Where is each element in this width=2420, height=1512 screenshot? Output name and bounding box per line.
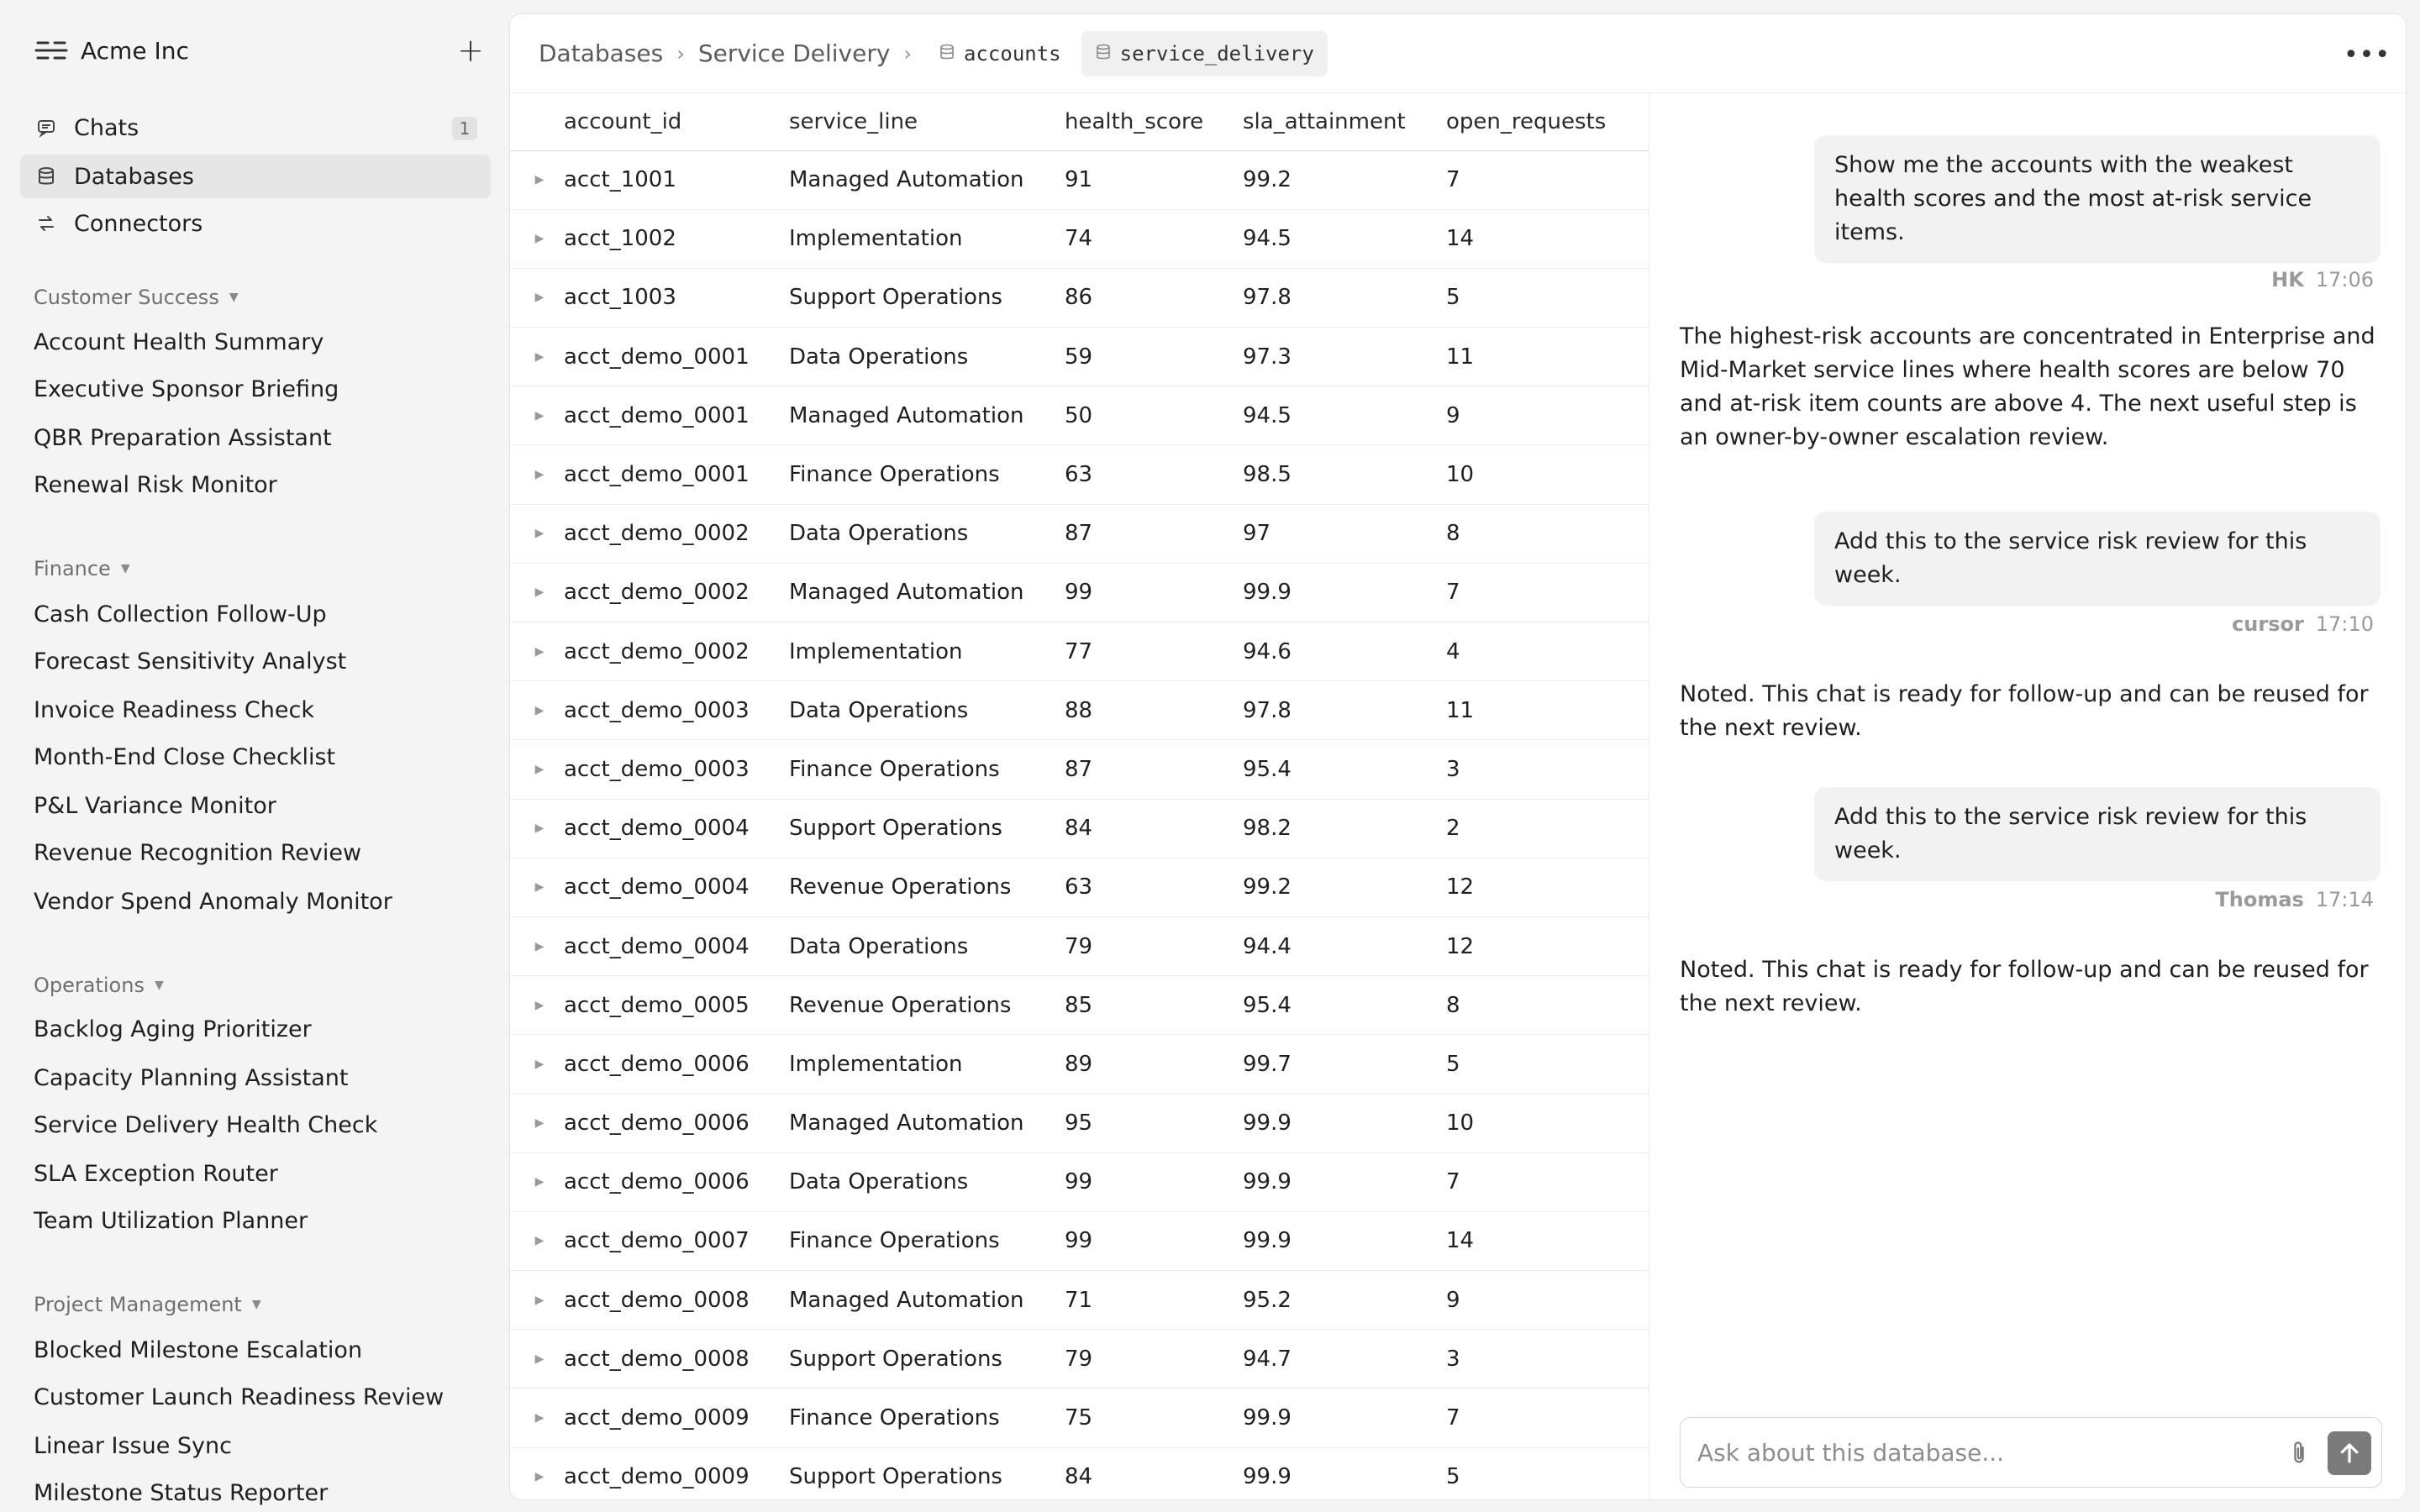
table-cell-open-requests[interactable]: 7 [1446,1389,1649,1447]
table-cell-service-line[interactable]: Implementation [789,209,1065,268]
tab-service-delivery[interactable] [1081,31,1328,76]
table-row[interactable] [510,799,1649,858]
user-message-bubble: Add this to the service risk review for this week. [1814,512,2381,606]
row-expand-toggle[interactable] [510,1271,564,1330]
table-cell-sla-attainment[interactable]: 99.9 [1243,1152,1446,1211]
table-header-row [510,93,1649,150]
table-cell-account-id[interactable]: acct_1002 [564,209,789,268]
table-cell-service-line[interactable]: Implementation [789,1035,1065,1094]
table-cell-health-score[interactable]: 88 [1065,681,1243,740]
sidebar [0,0,509,1512]
table-cell-health-score[interactable]: 95 [1065,1094,1243,1152]
sidebar-item[interactable]: Linear Issue Sync [34,1432,232,1459]
caret-right-icon: ▶ [534,349,544,364]
new-item-button[interactable]: + [457,32,484,69]
sidebar-item[interactable]: Cash Collection Follow-Up [34,601,327,627]
table-cell-sla-attainment[interactable]: 97.8 [1243,268,1446,327]
user-message-bubble: Add this to the service risk review for this week. [1814,787,2381,881]
table-cell-service-line[interactable]: Finance Operations [789,1211,1065,1270]
workspace-header [34,32,487,69]
row-expand-toggle[interactable] [510,1035,564,1094]
message-author: HK [2271,268,2304,291]
group-title: Finance [34,557,111,580]
table-cell-account-id[interactable]: acct_demo_0003 [564,740,789,799]
table-cell-account-id[interactable]: acct_demo_0003 [564,681,789,740]
table-cell-account-id[interactable]: acct_demo_0006 [564,1152,789,1211]
table-cell-sla-attainment[interactable]: 94.4 [1243,916,1446,975]
table-cell-service-line[interactable]: Finance Operations [789,1389,1065,1447]
table-cell-health-score[interactable]: 79 [1065,916,1243,975]
message-time: 17:06 [2315,268,2374,291]
assistant-message: Noted. This chat is ready for follow-up and can be reused for the next review. [1680,957,2369,1016]
table-row[interactable] [510,1094,1649,1152]
table-cell-sla-attainment[interactable]: 99.9 [1243,1211,1446,1270]
caret-right-icon: ▶ [534,939,544,953]
connector-arrows-icon [35,213,57,234]
table-cell-health-score[interactable]: 89 [1065,1035,1243,1094]
row-expand-toggle[interactable] [510,1211,564,1270]
sidebar-item[interactable]: Vendor Spend Anomaly Monitor [34,888,392,915]
paperclip-icon[interactable] [2282,1436,2316,1470]
table-cell-service-line[interactable]: Support Operations [789,799,1065,858]
caret-right-icon: ▶ [534,998,544,1012]
header-expand [510,93,564,150]
sidebar-item[interactable]: Service Delivery Health Check [34,1111,378,1138]
table-cell-service-line[interactable]: Data Operations [789,1152,1065,1211]
table-row[interactable] [510,740,1649,799]
table-cell-account-id[interactable]: acct_1001 [564,150,789,209]
table-cell-open-requests[interactable]: 9 [1446,386,1649,445]
breadcrumb-databases[interactable]: Databases [539,39,664,67]
caret-right-icon: ▶ [534,644,544,659]
table-cell-health-score[interactable]: 99 [1065,1152,1243,1211]
table-cell-account-id[interactable]: acct_demo_0001 [564,328,789,386]
table-cell-health-score[interactable]: 59 [1065,328,1243,386]
table-cell-service-line[interactable]: Revenue Operations [789,858,1065,916]
message-meta [2215,888,2374,911]
table-cell-account-id[interactable]: acct_demo_0009 [564,1389,789,1447]
message-time: 17:14 [2315,888,2374,911]
breadcrumb [510,14,2406,93]
caret-down-icon: ▼ [251,1298,261,1311]
group-header-project-management[interactable] [34,1292,261,1317]
table-cell-service-line[interactable]: Data Operations [789,504,1065,563]
table-cell-account-id[interactable]: acct_demo_0002 [564,504,789,563]
chat-panel [1649,93,2407,1500]
caret-right-icon: ▶ [534,1116,544,1131]
table-cell-service-line[interactable]: Support Operations [789,1330,1065,1389]
sidebar-item[interactable]: QBR Preparation Assistant [34,424,332,451]
row-expand-toggle[interactable] [510,916,564,975]
caret-right-icon: ▶ [534,232,544,246]
table-cell-open-requests[interactable]: 12 [1446,858,1649,916]
caret-down-icon: ▼ [229,291,239,304]
table-cell-sla-attainment[interactable]: 94.5 [1243,386,1446,445]
row-expand-toggle[interactable] [510,976,564,1035]
row-expand-toggle[interactable] [510,1447,564,1500]
caret-right-icon: ▶ [534,880,544,895]
caret-right-icon: ▶ [534,468,544,482]
table-cell-health-score[interactable]: 71 [1065,1271,1243,1330]
table-cell-open-requests[interactable]: 7 [1446,1152,1649,1211]
row-expand-toggle[interactable] [510,740,564,799]
table-cell-sla-attainment[interactable]: 99.9 [1243,1447,1446,1500]
row-expand-toggle[interactable] [510,268,564,327]
table-cell-account-id[interactable]: acct_demo_0001 [564,445,789,504]
table-cell-open-requests[interactable]: 2 [1446,799,1649,858]
table-cell-service-line[interactable]: Support Operations [789,268,1065,327]
chevron-right-icon: › [903,41,913,66]
caret-right-icon: ▶ [534,1411,544,1425]
column-header[interactable]: sla_attainment [1243,93,1446,150]
caret-right-icon: ▶ [534,1057,544,1071]
table-cell-service-line[interactable]: Managed Automation [789,563,1065,622]
table-cell-account-id[interactable]: acct_demo_0004 [564,799,789,858]
table-cell-health-score[interactable]: 63 [1065,445,1243,504]
sidebar-item[interactable]: Team Utilization Planner [34,1207,308,1234]
table-cell-sla-attainment[interactable]: 99.7 [1243,1035,1446,1094]
caret-right-icon: ▶ [534,1175,544,1189]
column-header[interactable]: open_requests [1446,93,1649,150]
table-row[interactable] [510,622,1649,681]
table-cell-sla-attainment[interactable]: 99.2 [1243,150,1446,209]
table-cell-health-score[interactable]: 91 [1065,150,1243,209]
arrow-up-icon [2337,1441,2362,1466]
more-options-icon[interactable]: ••• [2343,39,2391,70]
sidebar-item[interactable]: Customer Launch Readiness Review [34,1383,445,1410]
table-cell-sla-attainment[interactable]: 95.2 [1243,1271,1446,1330]
table-cell-health-score[interactable]: 84 [1065,799,1243,858]
data-table-container[interactable] [510,93,1649,1500]
caret-down-icon: ▼ [154,979,164,992]
sidebar-item[interactable]: P&L Variance Monitor [34,792,276,819]
caret-right-icon: ▶ [534,703,544,717]
column-header[interactable]: account_id [564,93,789,150]
table-cell-health-score[interactable]: 86 [1065,268,1243,327]
caret-right-icon: ▶ [534,173,544,187]
sidebar-item[interactable]: Invoice Readiness Check [34,696,314,723]
table-cell-service-line[interactable]: Implementation [789,622,1065,681]
message-meta [2232,612,2374,636]
sidebar-item[interactable]: Backlog Aging Prioritizer [34,1016,312,1042]
table-row[interactable] [510,504,1649,563]
table-cell-service-line[interactable]: Finance Operations [789,740,1065,799]
table-cell-open-requests[interactable]: 5 [1446,268,1649,327]
caret-right-icon: ▶ [534,1352,544,1366]
table-cell-open-requests[interactable]: 14 [1446,1211,1649,1270]
table-icon [1095,42,1112,66]
assistant-message: The highest-risk accounts are concentrated in Enterprise and Mid-Market service lines where health scores are below 70 and at-risk item counts are above 4. The next useful step is an owner-by-owner escalation review. [1680,323,2375,450]
chat-input[interactable] [1697,1433,2269,1472]
row-expand-toggle[interactable] [510,1094,564,1152]
nav-item-chats[interactable] [20,106,491,150]
table-cell-open-requests[interactable]: 12 [1446,916,1649,975]
table-cell-service-line[interactable]: Managed Automation [789,386,1065,445]
main-panel [509,13,2407,1500]
workspace-name[interactable]: Acme Inc [81,36,189,65]
table-row[interactable] [510,1152,1649,1211]
table-cell-sla-attainment[interactable]: 99.2 [1243,858,1446,916]
column-header[interactable]: service_line [789,93,1065,150]
caret-right-icon: ▶ [534,762,544,776]
table-cell-sla-attainment[interactable]: 94.6 [1243,622,1446,681]
table-cell-open-requests[interactable]: 11 [1446,681,1649,740]
table-row[interactable] [510,1330,1649,1389]
table-cell-account-id[interactable]: acct_demo_0008 [564,1271,789,1330]
table-cell-health-score[interactable]: 79 [1065,1330,1243,1389]
tab-label: accounts [964,41,1061,66]
message-time: 17:10 [2315,612,2374,636]
table-cell-open-requests[interactable]: 8 [1446,976,1649,1035]
row-expand-toggle[interactable] [510,1152,564,1211]
table-row[interactable] [510,1211,1649,1270]
group-header-finance[interactable] [34,556,130,581]
table-cell-health-score[interactable]: 99 [1065,1211,1243,1270]
table-row[interactable] [510,916,1649,975]
nav-item-label: Connectors [74,210,203,237]
sidebar-item[interactable]: Revenue Recognition Review [34,839,362,866]
table-cell-account-id[interactable]: acct_demo_0006 [564,1094,789,1152]
table-cell-open-requests[interactable]: 7 [1446,150,1649,209]
table-cell-account-id[interactable]: acct_demo_0005 [564,976,789,1035]
row-expand-toggle[interactable] [510,681,564,740]
table-cell-open-requests[interactable]: 3 [1446,1330,1649,1389]
caret-right-icon: ▶ [534,408,544,423]
table-row[interactable] [510,1035,1649,1094]
table-cell-account-id[interactable]: acct_demo_0001 [564,386,789,445]
data-table [510,93,1649,1500]
table-cell-open-requests[interactable]: 9 [1446,1271,1649,1330]
table-cell-service-line[interactable]: Managed Automation [789,1094,1065,1152]
table-cell-health-score[interactable]: 74 [1065,209,1243,268]
table-cell-account-id[interactable]: acct_demo_0007 [564,1211,789,1270]
group-title: Customer Success [34,286,219,309]
table-cell-sla-attainment[interactable]: 97.8 [1243,681,1446,740]
table-cell-service-line[interactable]: Data Operations [789,681,1065,740]
table-cell-health-score[interactable]: 75 [1065,1389,1243,1447]
table-cell-health-score[interactable]: 85 [1065,976,1243,1035]
chat-input-box [1680,1417,2382,1488]
table-cell-sla-attainment[interactable]: 94.5 [1243,209,1446,268]
caret-down-icon: ▼ [120,562,130,575]
table-cell-open-requests[interactable]: 4 [1446,622,1649,681]
table-cell-health-score[interactable]: 99 [1065,563,1243,622]
sidebar-item[interactable]: Executive Sponsor Briefing [34,375,339,402]
table-cell-service-line[interactable]: Data Operations [789,328,1065,386]
table-cell-open-requests[interactable]: 10 [1446,445,1649,504]
table-row[interactable] [510,563,1649,622]
table-cell-account-id[interactable]: acct_1003 [564,268,789,327]
nav-item-connectors[interactable] [20,202,491,245]
table-row[interactable] [510,681,1649,740]
column-header[interactable]: health_score [1065,93,1243,150]
sidebar-item[interactable]: Blocked Milestone Escalation [34,1336,363,1363]
send-button[interactable] [2328,1431,2371,1475]
table-cell-account-id[interactable]: acct_demo_0006 [564,1035,789,1094]
caret-right-icon: ▶ [534,1293,544,1307]
table-cell-sla-attainment[interactable]: 95.4 [1243,740,1446,799]
caret-right-icon: ▶ [534,1470,544,1484]
table-row[interactable] [510,1447,1649,1500]
row-expand-toggle[interactable] [510,563,564,622]
sidebar-item[interactable]: Milestone Status Reporter [34,1479,329,1506]
table-cell-sla-attainment[interactable]: 99.9 [1243,1389,1446,1447]
table-cell-health-score[interactable]: 77 [1065,622,1243,681]
table-cell-open-requests[interactable]: 11 [1446,328,1649,386]
table-cell-service-line[interactable]: Revenue Operations [789,976,1065,1035]
table-cell-sla-attainment[interactable]: 97.3 [1243,328,1446,386]
group-title: Project Management [34,1293,242,1316]
sidebar-item[interactable]: SLA Exception Router [34,1160,278,1187]
sidebar-item[interactable]: Renewal Risk Monitor [34,471,277,498]
table-cell-sla-attainment[interactable]: 99.9 [1243,563,1446,622]
table-cell-health-score[interactable]: 50 [1065,386,1243,445]
message-author: Thomas [2215,888,2304,911]
caret-right-icon: ▶ [534,527,544,541]
assistant-message: Noted. This chat is ready for follow-up and can be reused for the next review. [1680,681,2369,741]
caret-right-icon: ▶ [534,585,544,600]
caret-right-icon: ▶ [534,1234,544,1248]
table-row[interactable] [510,976,1649,1035]
nav-item-databases[interactable] [20,155,491,198]
table-cell-open-requests[interactable]: 3 [1446,740,1649,799]
chevron-right-icon: › [676,41,685,66]
table-cell-sla-attainment[interactable]: 99.9 [1243,1094,1446,1152]
database-icon [35,165,57,187]
row-expand-toggle[interactable] [510,209,564,268]
chats-count-badge: 1 [452,117,477,140]
row-expand-toggle[interactable] [510,328,564,386]
row-expand-toggle[interactable] [510,622,564,681]
table-icon [939,42,955,66]
row-expand-toggle[interactable] [510,1330,564,1389]
nav-item-label: Chats [74,114,139,141]
tab-label: service_delivery [1119,41,1314,66]
table-cell-open-requests[interactable]: 5 [1446,1447,1649,1500]
table-cell-service-line[interactable]: Managed Automation [789,1271,1065,1330]
table-cell-service-line[interactable]: Data Operations [789,916,1065,975]
user-message-bubble: Show me the accounts with the weakest health scores and the most at-risk service items. [1814,135,2381,263]
table-cell-account-id[interactable]: acct_demo_0004 [564,916,789,975]
table-row[interactable] [510,150,1649,209]
table-cell-health-score[interactable]: 87 [1065,740,1243,799]
table-cell-open-requests[interactable]: 5 [1446,1035,1649,1094]
caret-right-icon: ▶ [534,291,544,305]
table-cell-account-id[interactable]: acct_demo_0008 [564,1330,789,1389]
tab-accounts[interactable] [925,31,1075,76]
table-cell-account-id[interactable]: acct_demo_0002 [564,622,789,681]
table-cell-health-score[interactable]: 87 [1065,504,1243,563]
breadcrumb-database-name[interactable]: Service Delivery [697,39,891,67]
row-expand-toggle[interactable] [510,386,564,445]
table-row[interactable] [510,268,1649,327]
row-expand-toggle[interactable] [510,799,564,858]
row-expand-toggle[interactable] [510,504,564,563]
row-expand-toggle[interactable] [510,858,564,916]
table-cell-sla-attainment[interactable]: 98.2 [1243,799,1446,858]
chat-bubble-icon [35,117,57,139]
table-cell-sla-attainment[interactable]: 95.4 [1243,976,1446,1035]
sidebar-item[interactable]: Capacity Planning Assistant [34,1064,349,1091]
table-row[interactable] [510,328,1649,386]
table-row[interactable] [510,858,1649,916]
table-cell-service-line[interactable]: Finance Operations [789,445,1065,504]
table-cell-health-score[interactable]: 84 [1065,1447,1243,1500]
table-cell-service-line[interactable]: Support Operations [789,1447,1065,1500]
sidebar-item[interactable]: Forecast Sensitivity Analyst [34,648,347,675]
group-header-operations[interactable] [34,973,164,998]
group-title: Operations [34,974,145,997]
table-cell-open-requests[interactable]: 8 [1446,504,1649,563]
group-header-customer-success[interactable] [34,285,239,310]
nav-item-label: Databases [74,163,194,190]
table-cell-open-requests[interactable]: 10 [1446,1094,1649,1152]
table-row[interactable] [510,209,1649,268]
table-cell-account-id[interactable]: acct_demo_0009 [564,1447,789,1500]
acme-logo-icon [34,36,69,65]
table-cell-sla-attainment[interactable]: 98.5 [1243,445,1446,504]
table-cell-account-id[interactable]: acct_demo_0002 [564,563,789,622]
table-row[interactable] [510,386,1649,445]
message-meta [2271,268,2374,291]
row-expand-toggle[interactable] [510,445,564,504]
table-cell-open-requests[interactable]: 14 [1446,209,1649,268]
table-cell-health-score[interactable]: 63 [1065,858,1243,916]
sidebar-item[interactable]: Account Health Summary [34,328,324,355]
table-row[interactable] [510,445,1649,504]
caret-right-icon: ▶ [534,822,544,836]
table-cell-account-id[interactable]: acct_demo_0004 [564,858,789,916]
table-cell-service-line[interactable]: Managed Automation [789,150,1065,209]
table-cell-sla-attainment[interactable]: 94.7 [1243,1330,1446,1389]
row-expand-toggle[interactable] [510,1389,564,1447]
table-row[interactable] [510,1271,1649,1330]
table-cell-open-requests[interactable]: 7 [1446,563,1649,622]
sidebar-item[interactable]: Month-End Close Checklist [34,743,336,770]
message-author: cursor [2232,612,2304,636]
table-cell-sla-attainment[interactable]: 97 [1243,504,1446,563]
row-expand-toggle[interactable] [510,150,564,209]
table-row[interactable] [510,1389,1649,1447]
